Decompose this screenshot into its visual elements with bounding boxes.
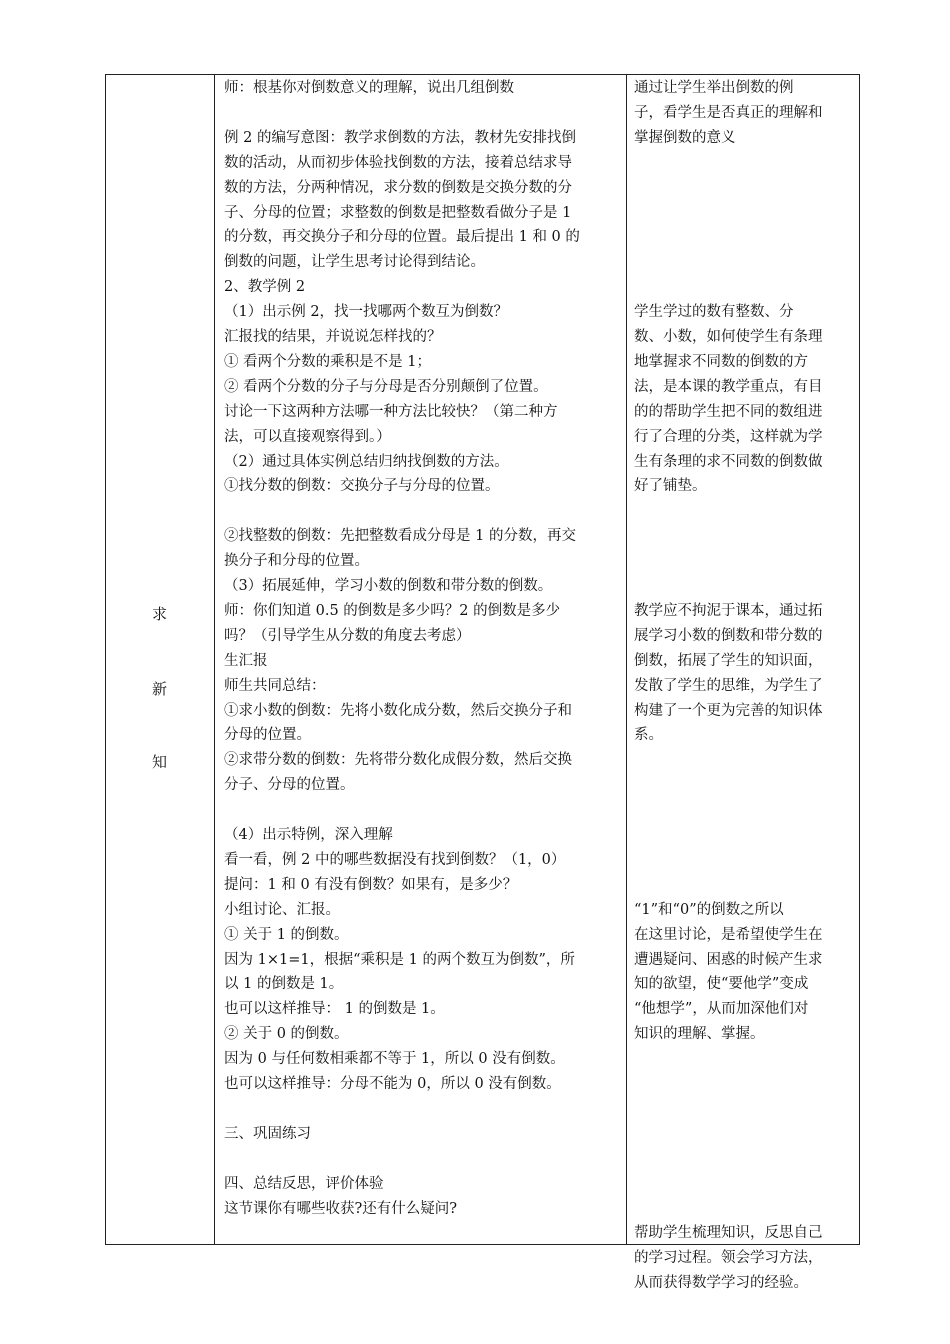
intent-text-line: 教学应不拘泥于课本，通过拓 — [634, 602, 823, 619]
intent-text-line: 的的帮助学生把不同的数组进 — [634, 403, 823, 420]
process-text-line: 法，可以直接观察得到。） — [224, 428, 391, 445]
process-text-line: ①找分数的倒数：交换分子与分母的位置。 — [224, 478, 500, 495]
process-text-line: 换分子和分母的位置。 — [224, 553, 369, 570]
process-text-line: （3）拓展延伸，学习小数的倒数和带分数的倒数。 — [224, 578, 553, 594]
intent-text-line: 构建了一个更为完善的知识体 — [634, 702, 823, 719]
process-text-line: ① 关于 1 的倒数。 — [224, 926, 349, 943]
intent-text-line: 通过让学生举出倒数的例 — [634, 80, 794, 96]
intent-text-line: 遭遇疑问、困惑的时候产生求 — [634, 951, 823, 968]
intent-text-line: 从而获得数学学习的经验。 — [634, 1275, 808, 1292]
process-text-line: 的分数，再交换分子和分母的位置。最后提出 1 和 0 的 — [224, 229, 580, 246]
intent-text-line: “1”和“0”的倒数之所以 — [634, 901, 784, 918]
process-text-line: ②求带分数的倒数：先将带分数化成假分数，然后交换 — [224, 752, 572, 769]
process-text-line: 因为 0 与任何数相乘都不等于 1，所以 0 没有倒数。 — [224, 1051, 565, 1068]
process-text-line: 例 2 的编写意图：教学求倒数的方法，教材先安排找倒 — [224, 129, 576, 146]
process-text-line: 小组讨论、汇报。 — [224, 901, 340, 918]
intent-text-line: 的学习过程。领会学习方法， — [634, 1250, 823, 1267]
intent-text-line: 发散了学生的思维，为学生了 — [634, 677, 823, 694]
process-text-line: ② 关于 0 的倒数。 — [224, 1026, 349, 1043]
process-text-line: 讨论一下这两种方法哪一种方法比较快？（第二种方 — [224, 403, 558, 420]
process-text-line: （4）出示特例，深入理解 — [224, 827, 393, 843]
process-text-line: 汇报找的结果，并说说怎样找的？ — [224, 329, 442, 345]
intent-text-line: 数、小数，如何使学生有条理 — [634, 329, 823, 345]
process-text-line: 数的活动，从而初步体验找倒数的方法，接着总结求导 — [224, 154, 572, 171]
process-text-line: ① 看两个分数的乘积是不是 1； — [224, 353, 431, 370]
side-label-char-2: 新 — [152, 680, 168, 698]
process-text-line: 师生共同总结： — [224, 677, 326, 694]
process-text-line: 分母的位置。 — [224, 727, 311, 744]
column-divider-left — [214, 75, 215, 1244]
process-text-line: 2、教学例 2 — [224, 279, 306, 296]
process-text-line: 以 1 的倒数是 1。 — [224, 976, 344, 993]
lesson-table — [105, 74, 860, 1292]
process-text-line: 也可以这样推导： 1 的倒数是 1。 — [224, 1001, 445, 1018]
process-text-line: ②找整数的倒数：先把整数看成分母是 1 的分数，再交 — [224, 528, 576, 545]
column-divider-right — [626, 75, 627, 1244]
process-text-line: 三、巩固练习 — [224, 1125, 311, 1142]
intent-text-line: 知识的理解、掌握。 — [634, 1026, 765, 1043]
intent-text-line: 帮助学生梳理知识，反思自己 — [634, 1225, 823, 1242]
intent-text-line: 知的欲望，使“要他学”变成 — [634, 976, 809, 993]
intent-text-line: 掌握倒数的意义 — [634, 129, 736, 146]
intent-text-line: 生有条理的求不同数的倒数做 — [634, 453, 823, 470]
intent-text-line: 系。 — [634, 727, 663, 744]
side-label-char-3: 知 — [152, 753, 168, 771]
process-text-line: 数的方法，分两种情况，求分数的倒数是交换分数的分 — [224, 179, 572, 196]
process-text-line: 四、总结反思，评价体验 — [224, 1175, 384, 1192]
intent-text-line: 法，是本课的教学重点，有目 — [634, 378, 823, 395]
intent-text-line: 展学习小数的倒数和带分数的 — [634, 627, 823, 644]
side-label-char-1: 求 — [152, 605, 168, 623]
intent-text-line: 倒数，拓展了学生的知识面， — [634, 652, 823, 669]
process-text-line: 子、分母的位置；求整数的倒数是把整数看做分子是 1 — [224, 204, 572, 221]
process-text-line: 也可以这样推导：分母不能为 0，所以 0 没有倒数。 — [224, 1076, 561, 1092]
intent-text-line: 在这里讨论，是希望使学生在 — [634, 926, 823, 943]
process-text-line: （1）出示例 2，找一找哪两个数互为倒数？ — [224, 304, 509, 321]
process-text-line: 因为 1×1=1，根据“乘积是 1 的两个数互为倒数”，所 — [224, 951, 575, 968]
intent-text-line: “他想学”，从而加深他们对 — [634, 1001, 809, 1018]
intent-text-line: 好了铺垫。 — [634, 478, 707, 495]
process-text-line: 吗？（引导学生从分数的角度去考虑） — [224, 627, 471, 644]
process-text-line: 师：你们知道 0.5 的倒数是多少吗？2 的倒数是多少 — [224, 602, 561, 619]
intent-text-line: 子，看学生是否真正的理解和 — [634, 104, 823, 121]
process-text-line: ② 看两个分数的分子与分母是否分别颠倒了位置。 — [224, 378, 548, 395]
intent-text-line: 地掌握求不同数的倒数的方 — [634, 353, 808, 370]
intent-text-line: 学生学过的数有整数、分 — [634, 304, 794, 321]
process-text-line: （2）通过具体实例总结归纳找倒数的方法。 — [224, 453, 509, 470]
process-text-line: 提问：1 和 0 有没有倒数？如果有，是多少？ — [224, 876, 518, 893]
process-text-line: ①求小数的倒数：先将小数化成分数，然后交换分子和 — [224, 702, 572, 719]
process-text-line: 倒数的问题，让学生思考讨论得到结论。 — [224, 254, 485, 271]
intent-text-line: 行了合理的分类，这样就为学 — [634, 428, 823, 445]
process-text-line: 分子、分母的位置。 — [224, 777, 355, 794]
process-text-line: 这节课你有哪些收获?还有什么疑问? — [224, 1200, 458, 1217]
process-text-line: 看一看，例 2 中的哪些数据没有找到倒数？（1，0） — [224, 851, 566, 868]
process-text-line: 师：根基你对倒数意义的理解，说出几组倒数 — [224, 80, 514, 96]
process-text-line: 生汇报 — [224, 652, 268, 669]
